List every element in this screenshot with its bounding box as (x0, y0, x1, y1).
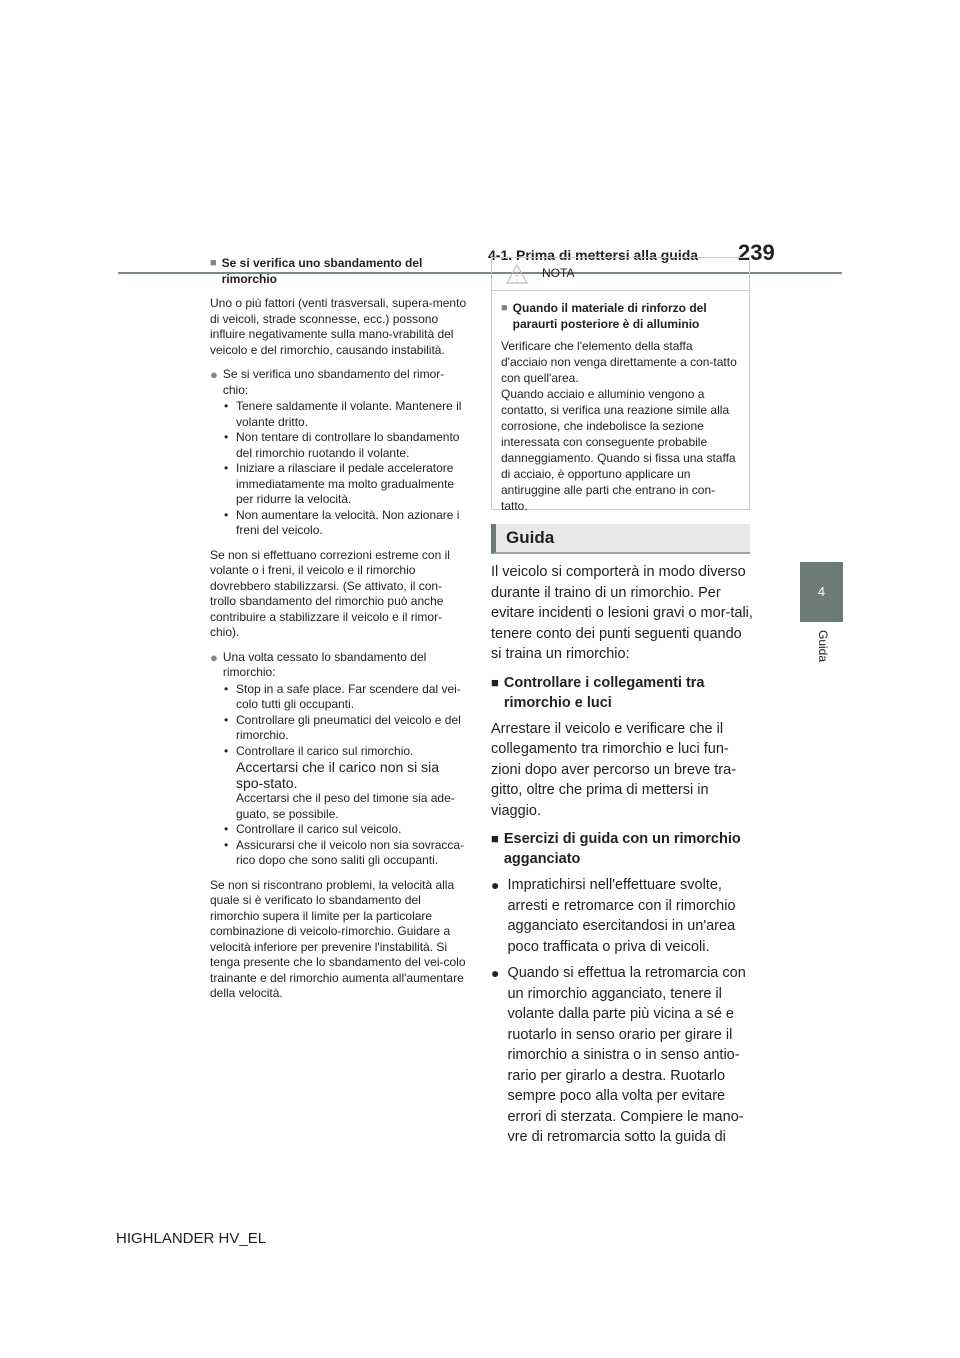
left-para2: Se non si effettuano correzioni estreme con il volante o i freni, il veicolo e il rimorchio dovrebbero stabilizzarsi. (Se attivato, il con-trollo sbandamento del rimorchio può anche contribuire a stabilizzare il veicolo e il rimor-chio). (210, 547, 450, 639)
page-number: 239 (738, 240, 775, 265)
bullet-list (224, 822, 468, 869)
list-item: • Controllare gli pneumatici del veicolo e del rimorchio. (224, 713, 468, 744)
square-icon: ■ (491, 831, 499, 846)
left-intro: Uno o più fattori (venti trasversali, supera-mento di veicoli, strade sconnesse, ecc.) possono influire negativamente sulla mano-vrabilità del veicolo e del rimorchio, causando instabilità. (210, 296, 467, 357)
section-heading-box (491, 524, 750, 554)
caution-box (491, 257, 750, 513)
list-item: ● Quando si effettua la retromarcia con un rimorchio agganciato, tenere il volante dalla parte più vicina a sé e ruotarlo in senso orario per girare il rimorchio a sinistra o in senso antio-rario per girarlo a destra. Ruotarlo sempre poco alla volta per evitare errori di sterzata. Compiere le mano-vre di retromarcia sotto la guida di (491, 963, 753, 1148)
bullet-icon: ● (491, 877, 500, 893)
section-title: 4-1. Prima di mettersi alla guida (488, 247, 699, 263)
caution-body (492, 291, 749, 514)
chapter-label (806, 628, 836, 678)
list-item: ● Impratichirsi nell'effettuare svolte, arresti e retromarce con il rimorchio agganciato esercitandosi in un'area poco trafficata o priva di veicoli. (491, 875, 753, 957)
bullet-list (224, 399, 468, 539)
right-column (491, 562, 753, 1154)
guida-intro: Il veicolo si comporterà in modo diverso durante il traino di un rimorchio. Per evitare incidenti o lesioni gravi o mor-tali, tenere conto dei punti seguenti quando si traina un rimorchio: (491, 564, 753, 662)
square-icon: ■ (501, 302, 508, 314)
caution-text: Verificare che l'elemento della staffa d'acciaio non venga direttamente a con-tatto con quell'area. (501, 339, 737, 385)
circle-icon: ● (210, 649, 218, 665)
circle-item: ● Una volta cessato lo sbandamento del rimorchio: (210, 649, 427, 679)
footer-model: HIGHLANDER HV_EL (116, 1230, 267, 1247)
large-note: Accertarsi che il carico non si sia spo-stato. (236, 759, 440, 791)
left-heading: ■ Se si verifica uno sbandamento del rimorchio (210, 256, 423, 286)
list-item: • Tenere saldamente il volante. Mantenere il volante dritto. (224, 399, 468, 430)
caution-text: Quando acciaio e alluminio vengono a contatto, si verifica una reazione simile alla corrosione, che indebolisce la sezione interessata con conseguente probabile danneggiamento. Quando si fissa una staffa di acciaio, è opportuno applicare un antiruggine alle parti che entrano in con-tatto. (501, 387, 736, 513)
guida-paragraph: Arrestare il veicolo e verificare che il collegamento tra rimorchio e luci fun-zioni dopo aver percorso un breve tra-gitto, oltre che prima di mettersi in viaggio. (491, 720, 737, 819)
circle-item: ● Se si verifica uno sbandamento del rimor-chio: (210, 367, 445, 397)
square-icon: ■ (210, 257, 217, 269)
circle-icon: ● (210, 367, 218, 382)
list-item: • Iniziare a rilasciare il pedale acceleratore immediatamente ma molto gradualmente per ridurre la velocità. (224, 461, 468, 508)
caution-heading: ■ Quando il materiale di rinforzo del paraurti posteriore è di alluminio (501, 301, 707, 331)
left-column (210, 256, 468, 1011)
left-para3: Se non si riscontrano problemi, la velocità alla quale si è verificato lo sbandamento del rimorchio supera il limite per la particolare combinazione di veicolo-rimorchio. Guidare a velocità inferiore per prevenire l'instabilità. Si tenga presente che lo sbandamento del vei-colo trainante e del rimorchio aumenta all'aumentare della velocità. (210, 877, 466, 1000)
caution-title: NOTA (542, 266, 575, 280)
bullet-list (224, 682, 468, 760)
caution-header (492, 258, 749, 291)
square-icon: ■ (491, 674, 499, 690)
list-item: • Non tentare di controllare lo sbandamento del rimorchio ruotando il volante. (224, 430, 468, 461)
subheading: ■ Controllare i collegamenti tra rimorchio e luci (491, 674, 705, 711)
list-item: • Non aumentare la velocità. Non azionare i freni del veicolo. (224, 508, 468, 539)
note-line: Accertarsi che il peso del timone sia ade-guato, se possibile. (236, 791, 455, 821)
chapter-tab: 4 (800, 562, 843, 622)
warning-icon (506, 264, 528, 284)
list-item: • Controllare il carico sul rimorchio. (224, 744, 468, 760)
chapter-label-text: Guida (816, 630, 830, 663)
subheading: ■ Esercizi di guida con un rimorchio agganciato (491, 831, 741, 867)
section-heading: Guida (506, 528, 555, 547)
list-item: • Assicurarsi che il veicolo non sia sovracca-rico dopo che sono saliti gli occupanti. (224, 838, 468, 869)
list-item: • Stop in a safe place. Far scendere dal vei-colo tutti gli occupanti. (224, 682, 468, 713)
bullet-icon: ● (491, 965, 500, 981)
list-item: • Controllare il carico sul veicolo. (224, 822, 468, 838)
